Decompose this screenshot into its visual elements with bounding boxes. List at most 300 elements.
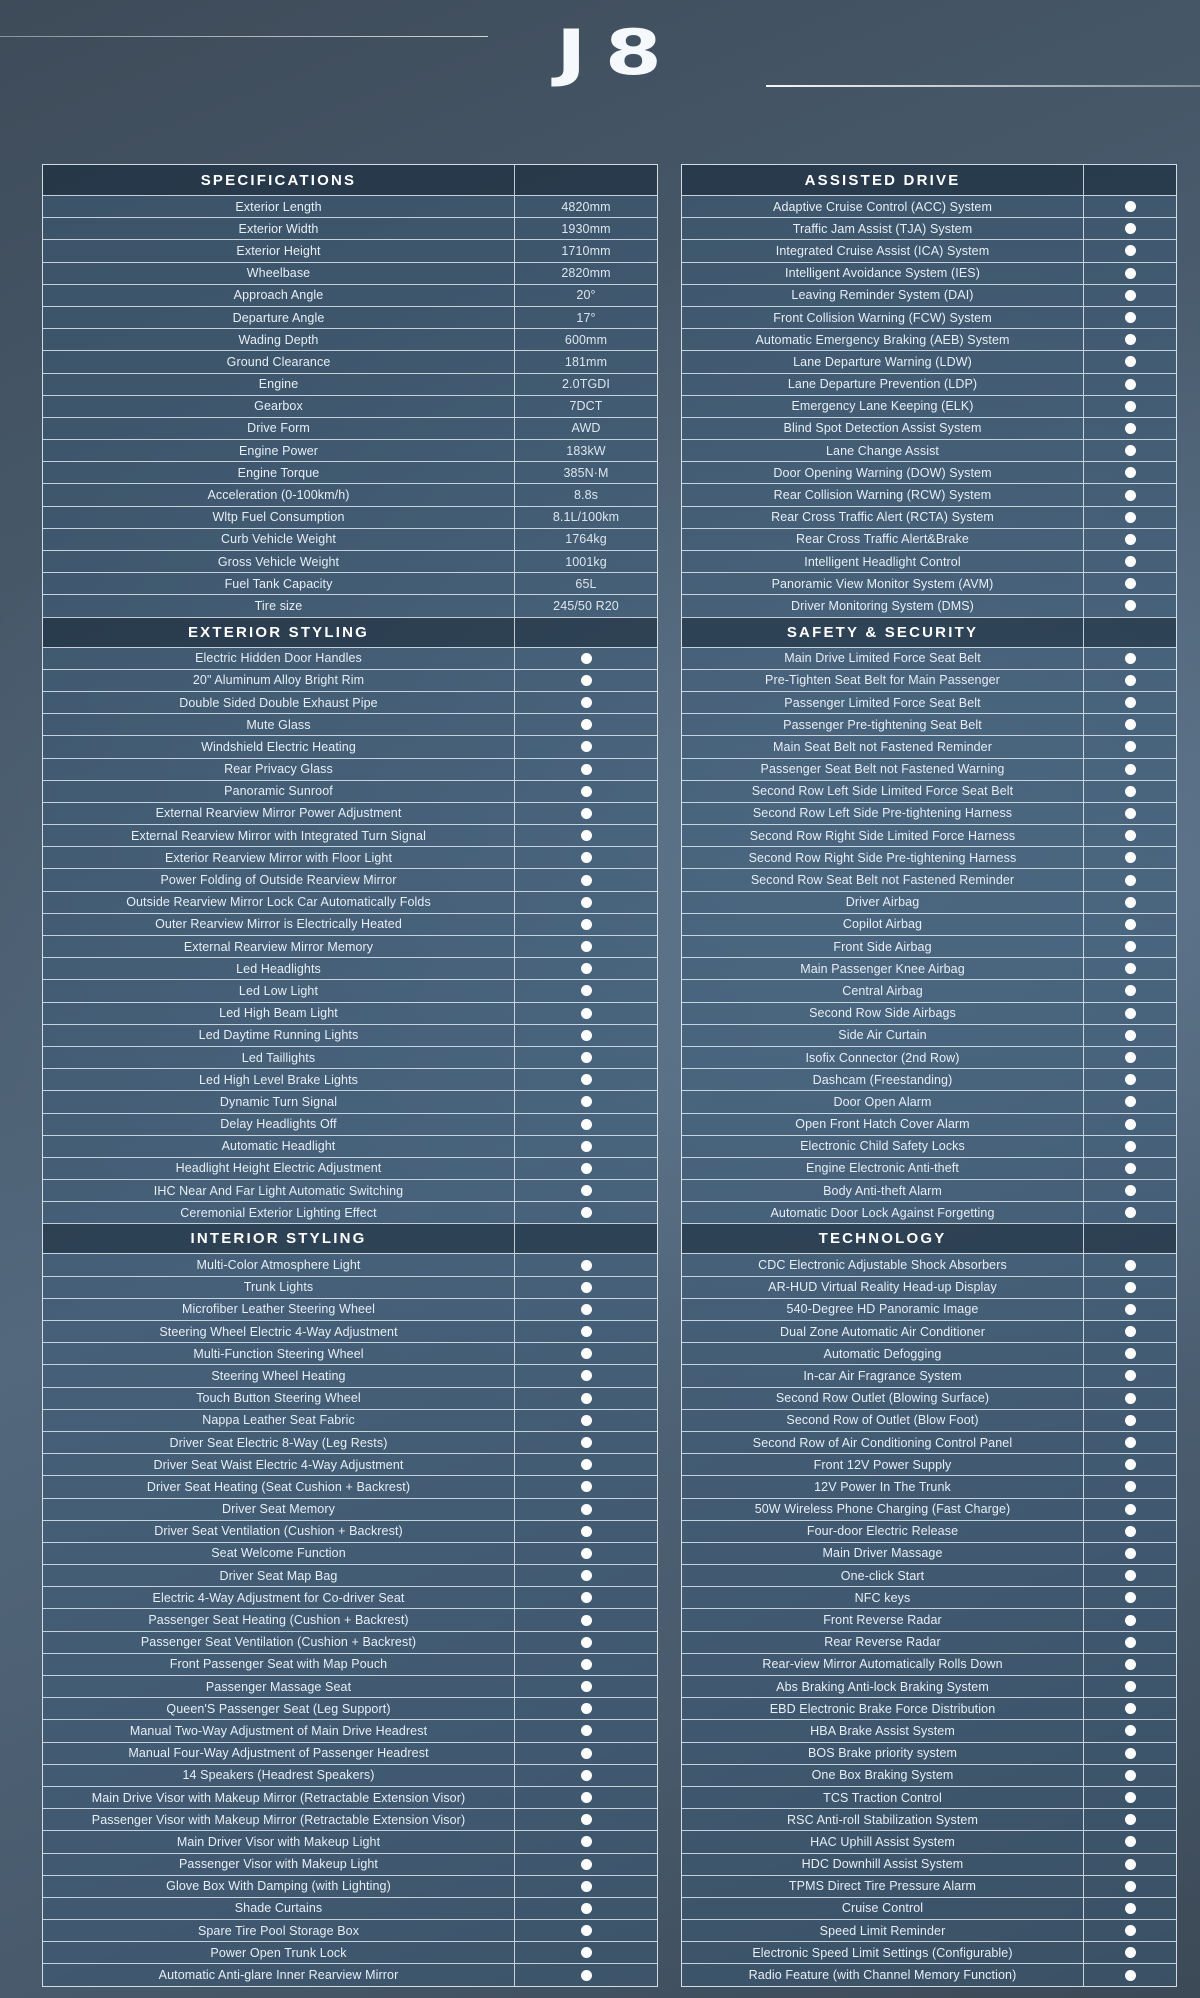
row-value-cell <box>1083 1521 1176 1542</box>
table-row <box>682 262 1176 284</box>
left-spec-table <box>42 164 658 1987</box>
feature-available-dot-icon <box>1125 1570 1136 1581</box>
feature-available-dot-icon <box>581 1260 592 1271</box>
table-row <box>43 1542 657 1564</box>
row-value-cell <box>514 1476 657 1497</box>
row-label-cell <box>682 551 1083 572</box>
row-value-cell <box>1083 573 1176 594</box>
row-value-cell <box>1083 507 1176 528</box>
row-label-cell <box>43 714 514 735</box>
feature-available-dot-icon <box>1125 941 1136 952</box>
row-label-cell <box>682 1454 1083 1475</box>
row-label: One-click Start <box>840 1568 925 1583</box>
feature-available-dot-icon <box>1125 1393 1136 1404</box>
section-title-cell <box>43 1224 514 1253</box>
table-row <box>43 824 657 846</box>
row-label-cell <box>43 759 514 780</box>
feature-available-dot-icon <box>1125 1415 1136 1426</box>
feature-available-dot-icon <box>581 1096 592 1107</box>
table-row <box>682 868 1176 890</box>
row-label-cell <box>43 892 514 913</box>
row-label-cell <box>43 1432 514 1453</box>
table-row <box>682 1897 1176 1919</box>
row-label: Lane Departure Warning (LDW) <box>793 354 972 369</box>
table-row <box>682 328 1176 350</box>
row-value-cell <box>1083 692 1176 713</box>
table-row <box>682 1002 1176 1024</box>
row-value-cell <box>1083 1069 1176 1090</box>
row-label: Second Row Left Side Limited Force Seat Belt <box>751 784 1014 799</box>
table-row <box>43 1653 657 1675</box>
row-label: Outer Rearview Mirror is Electrically Heated <box>155 917 402 932</box>
table-row <box>682 1653 1176 1675</box>
feature-available-dot-icon <box>581 808 592 819</box>
row-value-cell <box>1083 1898 1176 1919</box>
feature-available-dot-icon <box>1125 897 1136 908</box>
table-row <box>43 1853 657 1875</box>
row-label: Glove Box With Damping (with Lighting) <box>166 1879 391 1894</box>
row-label: Second Row of Outlet (Blow Foot) <box>786 1413 979 1428</box>
row-value-cell <box>1083 670 1176 691</box>
row-label: Drive Form <box>247 421 310 436</box>
row-label: Traffic Jam Assist (TJA) System <box>792 221 973 236</box>
row-label: Driver Airbag <box>845 895 920 910</box>
section-header-row <box>682 1223 1176 1253</box>
row-label: Front Side Airbag <box>833 939 932 954</box>
row-value-cell <box>514 374 657 395</box>
table-row <box>43 1179 657 1201</box>
row-label: Four-door Electric Release <box>806 1524 959 1539</box>
row-value-cell <box>514 648 657 669</box>
feature-available-dot-icon <box>581 786 592 797</box>
table-row <box>43 506 657 528</box>
feature-available-dot-icon <box>1125 808 1136 819</box>
table-row <box>43 1298 657 1320</box>
row-label: CDC Electronic Adjustable Shock Absorbers <box>758 1258 1007 1273</box>
table-row <box>682 1090 1176 1112</box>
table-row <box>43 1002 657 1024</box>
row-label-cell <box>43 240 514 261</box>
table-row <box>43 1631 657 1653</box>
table-row <box>43 1742 657 1764</box>
row-label-cell <box>43 648 514 669</box>
row-label: Steering Wheel Electric 4-Way Adjustment <box>159 1324 398 1339</box>
row-value-cell <box>514 1069 657 1090</box>
row-label: Led High Level Brake Lights <box>198 1072 359 1087</box>
row-label-cell <box>43 1743 514 1764</box>
table-row <box>682 1453 1176 1475</box>
feature-available-dot-icon <box>1125 985 1136 996</box>
row-label-cell <box>43 1180 514 1201</box>
row-label-cell <box>682 825 1083 846</box>
section-header-row <box>43 1223 657 1253</box>
row-label: Radio Feature (with Channel Memory Function) <box>748 1968 1017 1983</box>
table-row <box>682 1046 1176 1068</box>
table-row <box>43 1897 657 1919</box>
feature-available-dot-icon <box>581 1326 592 1337</box>
row-value-cell <box>1083 329 1176 350</box>
row-label-cell <box>43 1410 514 1431</box>
row-label-cell <box>43 1321 514 1342</box>
row-label: Ground Clearance <box>226 354 331 369</box>
row-label: IHC Near And Far Light Automatic Switching <box>153 1183 404 1198</box>
row-label: Engine Electronic Anti-theft <box>806 1161 959 1176</box>
row-label: Body Anti-theft Alarm <box>823 1183 942 1198</box>
feature-available-dot-icon <box>1125 1836 1136 1847</box>
row-label: Main Drive Visor with Makeup Mirror (Retractable Extension Visor) <box>91 1790 466 1805</box>
row-value: 385N·M <box>563 465 609 480</box>
section-title: SAFETY & SECURITY <box>786 623 979 641</box>
table-row <box>43 935 657 957</box>
feature-available-dot-icon <box>1125 719 1136 730</box>
row-label: Isofix Connector (2nd Row) <box>805 1050 960 1065</box>
row-label: Open Front Hatch Cover Alarm <box>795 1117 970 1132</box>
row-value-cell <box>514 440 657 461</box>
row-label: Passenger Massage Seat <box>205 1679 352 1694</box>
row-label-cell <box>682 1876 1083 1897</box>
feature-available-dot-icon <box>1125 379 1136 390</box>
row-label: Rear Cross Traffic Alert&Brake <box>796 532 969 547</box>
section-title-cell <box>682 618 1083 647</box>
row-value-cell <box>514 1632 657 1653</box>
row-label: One Box Braking System <box>811 1768 954 1783</box>
table-row <box>43 691 657 713</box>
row-label: 14 Speakers (Headrest Speakers) <box>182 1768 375 1783</box>
row-value-cell <box>1083 351 1176 372</box>
table-row <box>682 1719 1176 1741</box>
table-row <box>43 647 657 669</box>
row-label-cell <box>43 1676 514 1697</box>
feature-available-dot-icon <box>1125 1282 1136 1293</box>
row-label-cell <box>682 1676 1083 1697</box>
row-value-cell <box>514 1920 657 1941</box>
row-value-cell <box>514 1854 657 1875</box>
row-value-cell <box>1083 218 1176 239</box>
row-label-cell <box>682 736 1083 757</box>
row-label-cell <box>43 1388 514 1409</box>
row-value-cell <box>1083 1476 1176 1497</box>
feature-available-dot-icon <box>1125 1770 1136 1781</box>
row-label-cell <box>43 329 514 350</box>
row-label: Outside Rearview Mirror Lock Car Automatically Folds <box>126 895 431 910</box>
row-label: Main Driver Massage <box>822 1546 943 1561</box>
feature-available-dot-icon <box>581 1725 592 1736</box>
row-value-cell <box>1083 1587 1176 1608</box>
row-label: RSC Anti-roll Stabilization System <box>787 1812 978 1827</box>
row-value-cell <box>1083 1565 1176 1586</box>
row-value-cell <box>514 914 657 935</box>
row-label: Delay Headlights Off <box>220 1117 337 1132</box>
row-value-cell <box>514 1609 657 1630</box>
right-spec-table <box>681 164 1177 1987</box>
table-row <box>682 1853 1176 1875</box>
table-row <box>682 1764 1176 1786</box>
feature-available-dot-icon <box>1125 830 1136 841</box>
row-value-cell <box>514 1025 657 1046</box>
table-row <box>43 1498 657 1520</box>
row-label-cell <box>43 1964 514 1985</box>
table-row <box>43 669 657 691</box>
row-label-cell <box>43 1831 514 1852</box>
feature-available-dot-icon <box>581 1681 592 1692</box>
row-label-cell <box>43 1942 514 1963</box>
row-label: Automatic Defogging <box>823 1346 942 1361</box>
feature-available-dot-icon <box>1125 1970 1136 1981</box>
row-label: AR-HUD Virtual Reality Head-up Display <box>768 1280 997 1295</box>
row-label: Curb Vehicle Weight <box>221 532 336 547</box>
row-value-cell <box>1083 595 1176 616</box>
row-label: Pre-Tighten Seat Belt for Main Passenger <box>765 673 1000 688</box>
table-row <box>43 1697 657 1719</box>
feature-available-dot-icon <box>1125 919 1136 930</box>
row-value-cell <box>514 551 657 572</box>
feature-available-dot-icon <box>1125 1859 1136 1870</box>
row-label-cell <box>682 869 1083 890</box>
row-value-cell <box>1083 1920 1176 1941</box>
section-title: ASSISTED DRIVE <box>804 171 961 189</box>
row-value-cell <box>1083 980 1176 1001</box>
row-value-cell <box>1083 240 1176 261</box>
row-value-cell <box>514 1787 657 1808</box>
feature-available-dot-icon <box>1125 875 1136 886</box>
feature-available-dot-icon <box>1125 512 1136 523</box>
feature-available-dot-icon <box>1125 600 1136 611</box>
row-label: Rear Collision Warning (RCW) System <box>773 488 992 503</box>
row-value: 1710mm <box>561 243 611 258</box>
model-logo: J8 <box>556 16 681 89</box>
table-row <box>43 461 657 483</box>
row-label: Dual Zone Automatic Air Conditioner <box>780 1324 985 1339</box>
row-label-cell <box>682 1432 1083 1453</box>
table-row <box>43 1364 657 1386</box>
row-label-cell <box>682 1202 1083 1223</box>
row-value-cell <box>1083 1543 1176 1564</box>
row-label-cell <box>682 263 1083 284</box>
feature-available-dot-icon <box>1125 1703 1136 1714</box>
table-row <box>682 1387 1176 1409</box>
row-label-cell <box>43 484 514 505</box>
table-row <box>43 328 657 350</box>
row-label: Shade Curtains <box>234 1901 323 1916</box>
row-label-cell <box>43 1898 514 1919</box>
row-label: Automatic Door Lock Against Forgetting <box>770 1205 995 1220</box>
row-label: Led Low Light <box>238 983 319 998</box>
row-label-cell <box>682 1654 1083 1675</box>
row-value-cell <box>1083 1942 1176 1963</box>
table-row <box>682 1830 1176 1852</box>
row-label-cell <box>682 1831 1083 1852</box>
row-value-cell <box>1083 958 1176 979</box>
row-value-cell <box>514 573 657 594</box>
feature-available-dot-icon <box>1125 556 1136 567</box>
row-value-cell <box>1083 1003 1176 1024</box>
row-label: Multi-Function Steering Wheel <box>193 1346 364 1361</box>
row-label-cell <box>682 196 1083 217</box>
row-label-cell <box>43 396 514 417</box>
row-label-cell <box>682 1476 1083 1497</box>
feature-available-dot-icon <box>581 764 592 775</box>
feature-available-dot-icon <box>581 1141 592 1152</box>
feature-available-dot-icon <box>581 719 592 730</box>
row-label-cell <box>682 1114 1083 1135</box>
row-label: Passenger Pre-tightening Seat Belt <box>783 717 982 732</box>
feature-available-dot-icon <box>1125 1637 1136 1648</box>
row-label-cell <box>43 1920 514 1941</box>
table-row <box>682 669 1176 691</box>
table-row <box>43 1719 657 1741</box>
row-value-cell <box>1083 825 1176 846</box>
table-row <box>682 594 1176 616</box>
feature-available-dot-icon <box>581 741 592 752</box>
row-label: Headlight Height Electric Adjustment <box>175 1161 382 1176</box>
row-value: 20° <box>576 288 596 303</box>
row-label: Wading Depth <box>238 332 319 347</box>
section-title-cell <box>43 618 514 647</box>
table-row <box>682 1409 1176 1431</box>
row-value-cell <box>1083 1432 1176 1453</box>
row-label: 20" Aluminum Alloy Bright Rim <box>192 673 365 688</box>
feature-available-dot-icon <box>581 1592 592 1603</box>
row-value-cell <box>514 1743 657 1764</box>
table-row <box>43 1068 657 1090</box>
table-row <box>43 528 657 550</box>
row-value-cell <box>1083 1609 1176 1630</box>
row-label-cell <box>682 396 1083 417</box>
row-label-cell <box>43 263 514 284</box>
row-value-cell <box>1083 1114 1176 1135</box>
feature-available-dot-icon <box>1125 1814 1136 1825</box>
feature-available-dot-icon <box>1125 697 1136 708</box>
row-label: HDC Downhill Assist System <box>801 1857 964 1872</box>
table-row <box>43 1253 657 1275</box>
table-row <box>43 217 657 239</box>
table-row <box>682 824 1176 846</box>
feature-available-dot-icon <box>581 875 592 886</box>
table-row <box>682 1520 1176 1542</box>
row-value: 2820mm <box>561 266 611 281</box>
row-label-cell <box>43 1069 514 1090</box>
feature-available-dot-icon <box>1125 201 1136 212</box>
feature-available-dot-icon <box>581 1481 592 1492</box>
table-row <box>43 1135 657 1157</box>
row-label: Electronic Child Safety Locks <box>800 1139 965 1154</box>
feature-available-dot-icon <box>1125 268 1136 279</box>
row-label-cell <box>682 1388 1083 1409</box>
row-value-cell <box>1083 1277 1176 1298</box>
table-row <box>682 506 1176 528</box>
row-value-cell <box>1083 847 1176 868</box>
table-row <box>43 1608 657 1630</box>
row-label-cell <box>43 670 514 691</box>
row-label-cell <box>682 1609 1083 1630</box>
row-value-cell <box>514 1136 657 1157</box>
row-value-cell <box>1083 374 1176 395</box>
feature-available-dot-icon <box>1125 1119 1136 1130</box>
table-row <box>43 979 657 1001</box>
row-label: Central Airbag <box>842 983 923 998</box>
section-header-value-cell <box>514 1224 657 1253</box>
row-label-cell <box>682 1765 1083 1786</box>
row-label: Driver Seat Map Bag <box>219 1568 338 1583</box>
row-value-cell <box>1083 1499 1176 1520</box>
row-label-cell <box>43 462 514 483</box>
table-row <box>43 1764 657 1786</box>
feature-available-dot-icon <box>581 1947 592 1958</box>
row-value-cell <box>514 1876 657 1897</box>
feature-available-dot-icon <box>1125 1348 1136 1359</box>
row-label: Electric 4-Way Adjustment for Co-driver Seat <box>152 1590 405 1605</box>
row-label-cell <box>682 1343 1083 1364</box>
row-label: Door Open Alarm <box>833 1094 932 1109</box>
row-label: Manual Two-Way Adjustment of Main Drive Headrest <box>129 1723 428 1738</box>
row-label: Rear Privacy Glass <box>224 762 333 777</box>
row-value-cell <box>1083 1202 1176 1223</box>
row-label-cell <box>43 1025 514 1046</box>
row-label: Led Taillights <box>241 1050 316 1065</box>
feature-available-dot-icon <box>581 1304 592 1315</box>
row-label: NFC keys <box>854 1590 911 1605</box>
section-specifications <box>43 165 657 617</box>
row-value-cell <box>514 1964 657 1985</box>
row-label: 50W Wireless Phone Charging (Fast Charge) <box>754 1502 1011 1517</box>
row-value-cell <box>1083 285 1176 306</box>
table-row <box>43 758 657 780</box>
table-row <box>43 1586 657 1608</box>
table-row <box>43 572 657 594</box>
row-value-cell <box>514 1654 657 1675</box>
row-label: Driver Seat Ventilation (Cushion + Backrest) <box>154 1524 403 1539</box>
row-label: Second Row Left Side Pre-tightening Harness <box>752 806 1013 821</box>
row-label: Driver Seat Heating (Seat Cushion + Backrest) <box>146 1479 411 1494</box>
row-label-cell <box>43 869 514 890</box>
row-value-cell <box>1083 914 1176 935</box>
row-value-cell <box>514 714 657 735</box>
row-label: Passenger Seat Heating (Cushion + Backrest) <box>148 1613 409 1628</box>
table-row <box>43 373 657 395</box>
row-value: 183kW <box>566 443 606 458</box>
row-label-cell <box>43 551 514 572</box>
row-label: Intelligent Headlight Control <box>804 554 961 569</box>
row-label: Adaptive Cruise Control (ACC) System <box>773 199 992 214</box>
table-row <box>682 284 1176 306</box>
row-label-cell <box>682 1632 1083 1653</box>
row-label-cell <box>43 1565 514 1586</box>
row-value-cell <box>1083 1632 1176 1653</box>
row-label: Led Headlights <box>236 961 321 976</box>
row-value-cell <box>514 1410 657 1431</box>
row-label-cell <box>682 1277 1083 1298</box>
table-row <box>682 1675 1176 1697</box>
row-label-cell <box>682 1543 1083 1564</box>
row-value-cell <box>514 847 657 868</box>
feature-available-dot-icon <box>581 1459 592 1470</box>
row-label-cell <box>43 936 514 957</box>
table-row <box>682 395 1176 417</box>
feature-available-dot-icon <box>1125 786 1136 797</box>
row-label: Main Drive Limited Force Seat Belt <box>784 651 981 666</box>
row-value-cell <box>514 1831 657 1852</box>
table-row <box>682 1786 1176 1808</box>
feature-available-dot-icon <box>1125 1459 1136 1470</box>
feature-available-dot-icon <box>581 897 592 908</box>
row-label-cell <box>43 1720 514 1741</box>
table-row <box>43 1320 657 1342</box>
row-label-cell <box>682 980 1083 1001</box>
row-value-cell <box>1083 759 1176 780</box>
row-label: Front 12V Power Supply <box>813 1457 952 1472</box>
row-value-cell <box>514 462 657 483</box>
table-row <box>682 1024 1176 1046</box>
